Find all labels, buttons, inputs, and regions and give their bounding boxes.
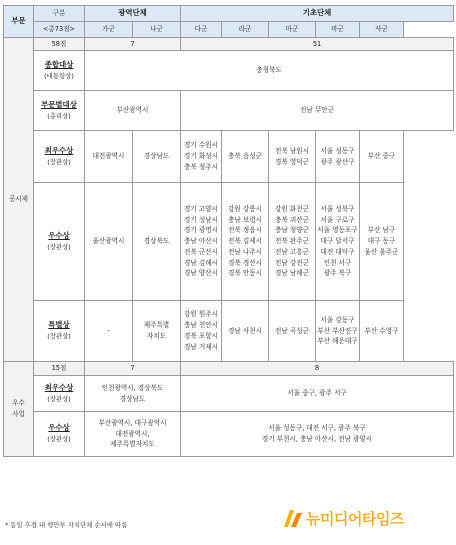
cell-line: 부산 남구: [367, 226, 396, 235]
cell-line: 충북 괴산군: [275, 215, 309, 224]
cell-line: 충남 보령시: [228, 215, 262, 224]
cell-line: 대구 달서구: [320, 237, 355, 246]
cell-line: 경상남도: [119, 394, 146, 403]
cell-line: 사업: [12, 410, 25, 418]
cell-line: 제주특별자치도: [110, 440, 155, 449]
award-label: 우수상 (장관상): [34, 412, 85, 457]
award-label: 부문별대상 (총리상): [34, 91, 85, 131]
cell-line: 경남 남해군: [275, 269, 309, 278]
award-label: 최우수상 (장관상): [34, 131, 85, 183]
cell-line: 서울 성동구, 대전 서구, 광주 북구: [268, 424, 366, 433]
winner-cell: [222, 131, 269, 183]
cell-line: 경기 광명시: [184, 226, 218, 235]
header-na: 나군: [133, 22, 181, 38]
cell-line: 경기 화성시: [184, 152, 218, 161]
cell-line: 경기 수원시: [184, 141, 218, 150]
header-gubun: 구분: [34, 6, 85, 22]
category-best: [4, 362, 34, 457]
header-gicho: 기초단체: [181, 6, 454, 22]
cell-line: 경북 안동시: [228, 269, 262, 278]
award-table: [3, 5, 454, 457]
header-ga: 가군: [85, 22, 133, 38]
cell-line: 대전 대덕구: [320, 247, 355, 256]
cell-line: 대전광역시: [92, 152, 125, 161]
footnote: * 동일 후겹 내 행안부 자치단체 순서에 따름: [5, 521, 128, 529]
winner-cell: [316, 301, 360, 362]
cell-line: 전북 군산시: [184, 247, 218, 256]
logo-text: 뉴미디어타임즈: [306, 509, 404, 528]
cell-line: 서울 성동구: [320, 146, 355, 155]
winner-cell: [181, 183, 222, 301]
winner-cell: [181, 301, 222, 362]
division-prize-gwangyeok: 부산광역시: [85, 91, 181, 131]
cell-line: 충남 아산시: [184, 237, 218, 246]
cell-line: 광주 광산구: [320, 157, 355, 166]
header-da: 다군: [181, 22, 222, 38]
winner-cell: [269, 301, 316, 362]
winner-cell: [269, 131, 316, 183]
winner-cell: [85, 376, 181, 412]
cell-line: 경남 거제시: [184, 342, 218, 351]
winner-cell: [85, 131, 133, 183]
winner-cell: [360, 131, 404, 183]
winner-cell: [316, 183, 360, 301]
header-ra: 라군: [222, 22, 269, 38]
winner-cell: [181, 376, 454, 412]
winner-cell: [222, 183, 269, 301]
cell-line: 서울 성북구: [320, 204, 355, 213]
cell-line: 강원 강릉시: [228, 204, 262, 213]
cell-line: 경상남도: [143, 152, 170, 161]
cell-line: 경기 성남시: [184, 215, 218, 224]
cell-line: 전남 강진군: [275, 258, 309, 267]
winner-cell: [133, 183, 181, 301]
cell-line: 충남 청양군: [275, 226, 309, 235]
cell-line: -: [107, 326, 110, 335]
cell-line: 우수: [12, 399, 25, 408]
logo-mark-icon: [282, 507, 304, 529]
cell-line: 제주특별: [143, 321, 170, 330]
winner-cell: [181, 131, 222, 183]
cell-line: 경북 경산시: [228, 258, 262, 267]
cell-line: 경기 부천시, 충남 아산시, 전남 광양시: [261, 435, 373, 443]
score-public-gicho: 51: [181, 38, 454, 51]
site-logo: [282, 505, 404, 531]
cell-line: 부산 중구: [367, 152, 396, 161]
cell-line: 경남 사천시: [228, 326, 262, 335]
cell-line: 전북 남원시: [275, 146, 309, 155]
cell-line: 충북 음성군: [228, 152, 262, 161]
winner-cell: [360, 183, 404, 301]
division-prize-gicho: 전남 무안군: [181, 91, 454, 131]
cell-line: 경상북도: [143, 237, 170, 246]
cell-line: 전북 정읍시: [228, 226, 262, 235]
winner-cell: [181, 412, 454, 457]
header-ba: 바군: [316, 22, 360, 38]
winner-cell: [360, 301, 404, 362]
award-label: 최우수상 (장관상): [34, 376, 85, 412]
score-public: 58점: [34, 38, 85, 51]
winner-cell: [222, 301, 269, 362]
cell-line: 울산 울주군: [364, 247, 399, 256]
cell-line: 강원 화천군: [275, 204, 309, 213]
category-public: 공시제: [4, 38, 34, 362]
cell-line: 부산 해운대구: [317, 337, 358, 346]
cell-line: 울산광역시: [92, 237, 125, 246]
cell-line: 경남 김해시: [184, 258, 218, 267]
score-public-gwangyeok: 7: [85, 38, 181, 51]
header-bumun: 부문: [4, 6, 34, 38]
header-ma: 마군: [269, 22, 316, 38]
winner-cell: [133, 301, 181, 362]
score-best-gicho: 8: [181, 362, 454, 376]
cell-line: 경남 양산시: [184, 269, 218, 278]
award-label: 종합대상 (대통령상): [34, 51, 85, 91]
cell-line: 전북 완주군: [275, 237, 309, 246]
grand-prize-winner: 충청북도: [85, 51, 454, 91]
winner-cell: [133, 131, 181, 183]
cell-line: 서울 영등포구: [317, 226, 358, 235]
header-gubun-sub: <총73점>: [34, 22, 85, 38]
winner-cell: [85, 412, 181, 457]
cell-line: 서울 구로구: [320, 215, 355, 224]
cell-line: 광주 북구: [323, 269, 352, 278]
cell-line: 부산 수영구: [364, 326, 399, 335]
winner-cell: [269, 183, 316, 301]
award-label: 우수상 (장관상): [34, 183, 85, 301]
cell-line: 인천광역시, 경상북도: [101, 383, 164, 392]
cell-line: 자치도: [146, 332, 167, 340]
cell-line: 경기 고양시: [184, 204, 218, 213]
cell-line: 대전광역시,: [115, 429, 150, 438]
cell-line: 서울 강동구: [320, 315, 355, 324]
cell-line: 전북 김제시: [228, 237, 262, 246]
score-best: 15점: [34, 362, 85, 376]
cell-line: 충남 천안시: [184, 321, 218, 330]
cell-line: 인천 서구: [323, 258, 352, 267]
cell-line: 대구 동구: [367, 237, 396, 246]
cell-line: 충북 청주시: [184, 162, 218, 171]
cell-line: 전남 나주시: [228, 247, 262, 256]
cell-line: 부산광역시, 대구광역시: [98, 418, 167, 427]
winner-cell: [85, 301, 133, 362]
cell-line: 경북 포항시: [184, 332, 218, 340]
cell-line: 서울 중구, 광주 서구: [287, 389, 347, 398]
cell-line: 경북 영덕군: [275, 157, 309, 166]
header-sa: 사군: [360, 22, 404, 38]
header-gwangyeok: 광역단체: [85, 6, 181, 22]
cell-line: 강원 원주시: [184, 310, 218, 319]
score-best-gwangyeok: 7: [85, 362, 181, 376]
award-label: 특별상 (장관상): [34, 301, 85, 362]
cell-line: 전남 곡성군: [275, 326, 309, 335]
cell-line: 부산 부산진구: [317, 326, 358, 335]
cell-line: 전남 고흥군: [275, 247, 309, 256]
winner-cell: [316, 131, 360, 183]
winner-cell: [85, 183, 133, 301]
